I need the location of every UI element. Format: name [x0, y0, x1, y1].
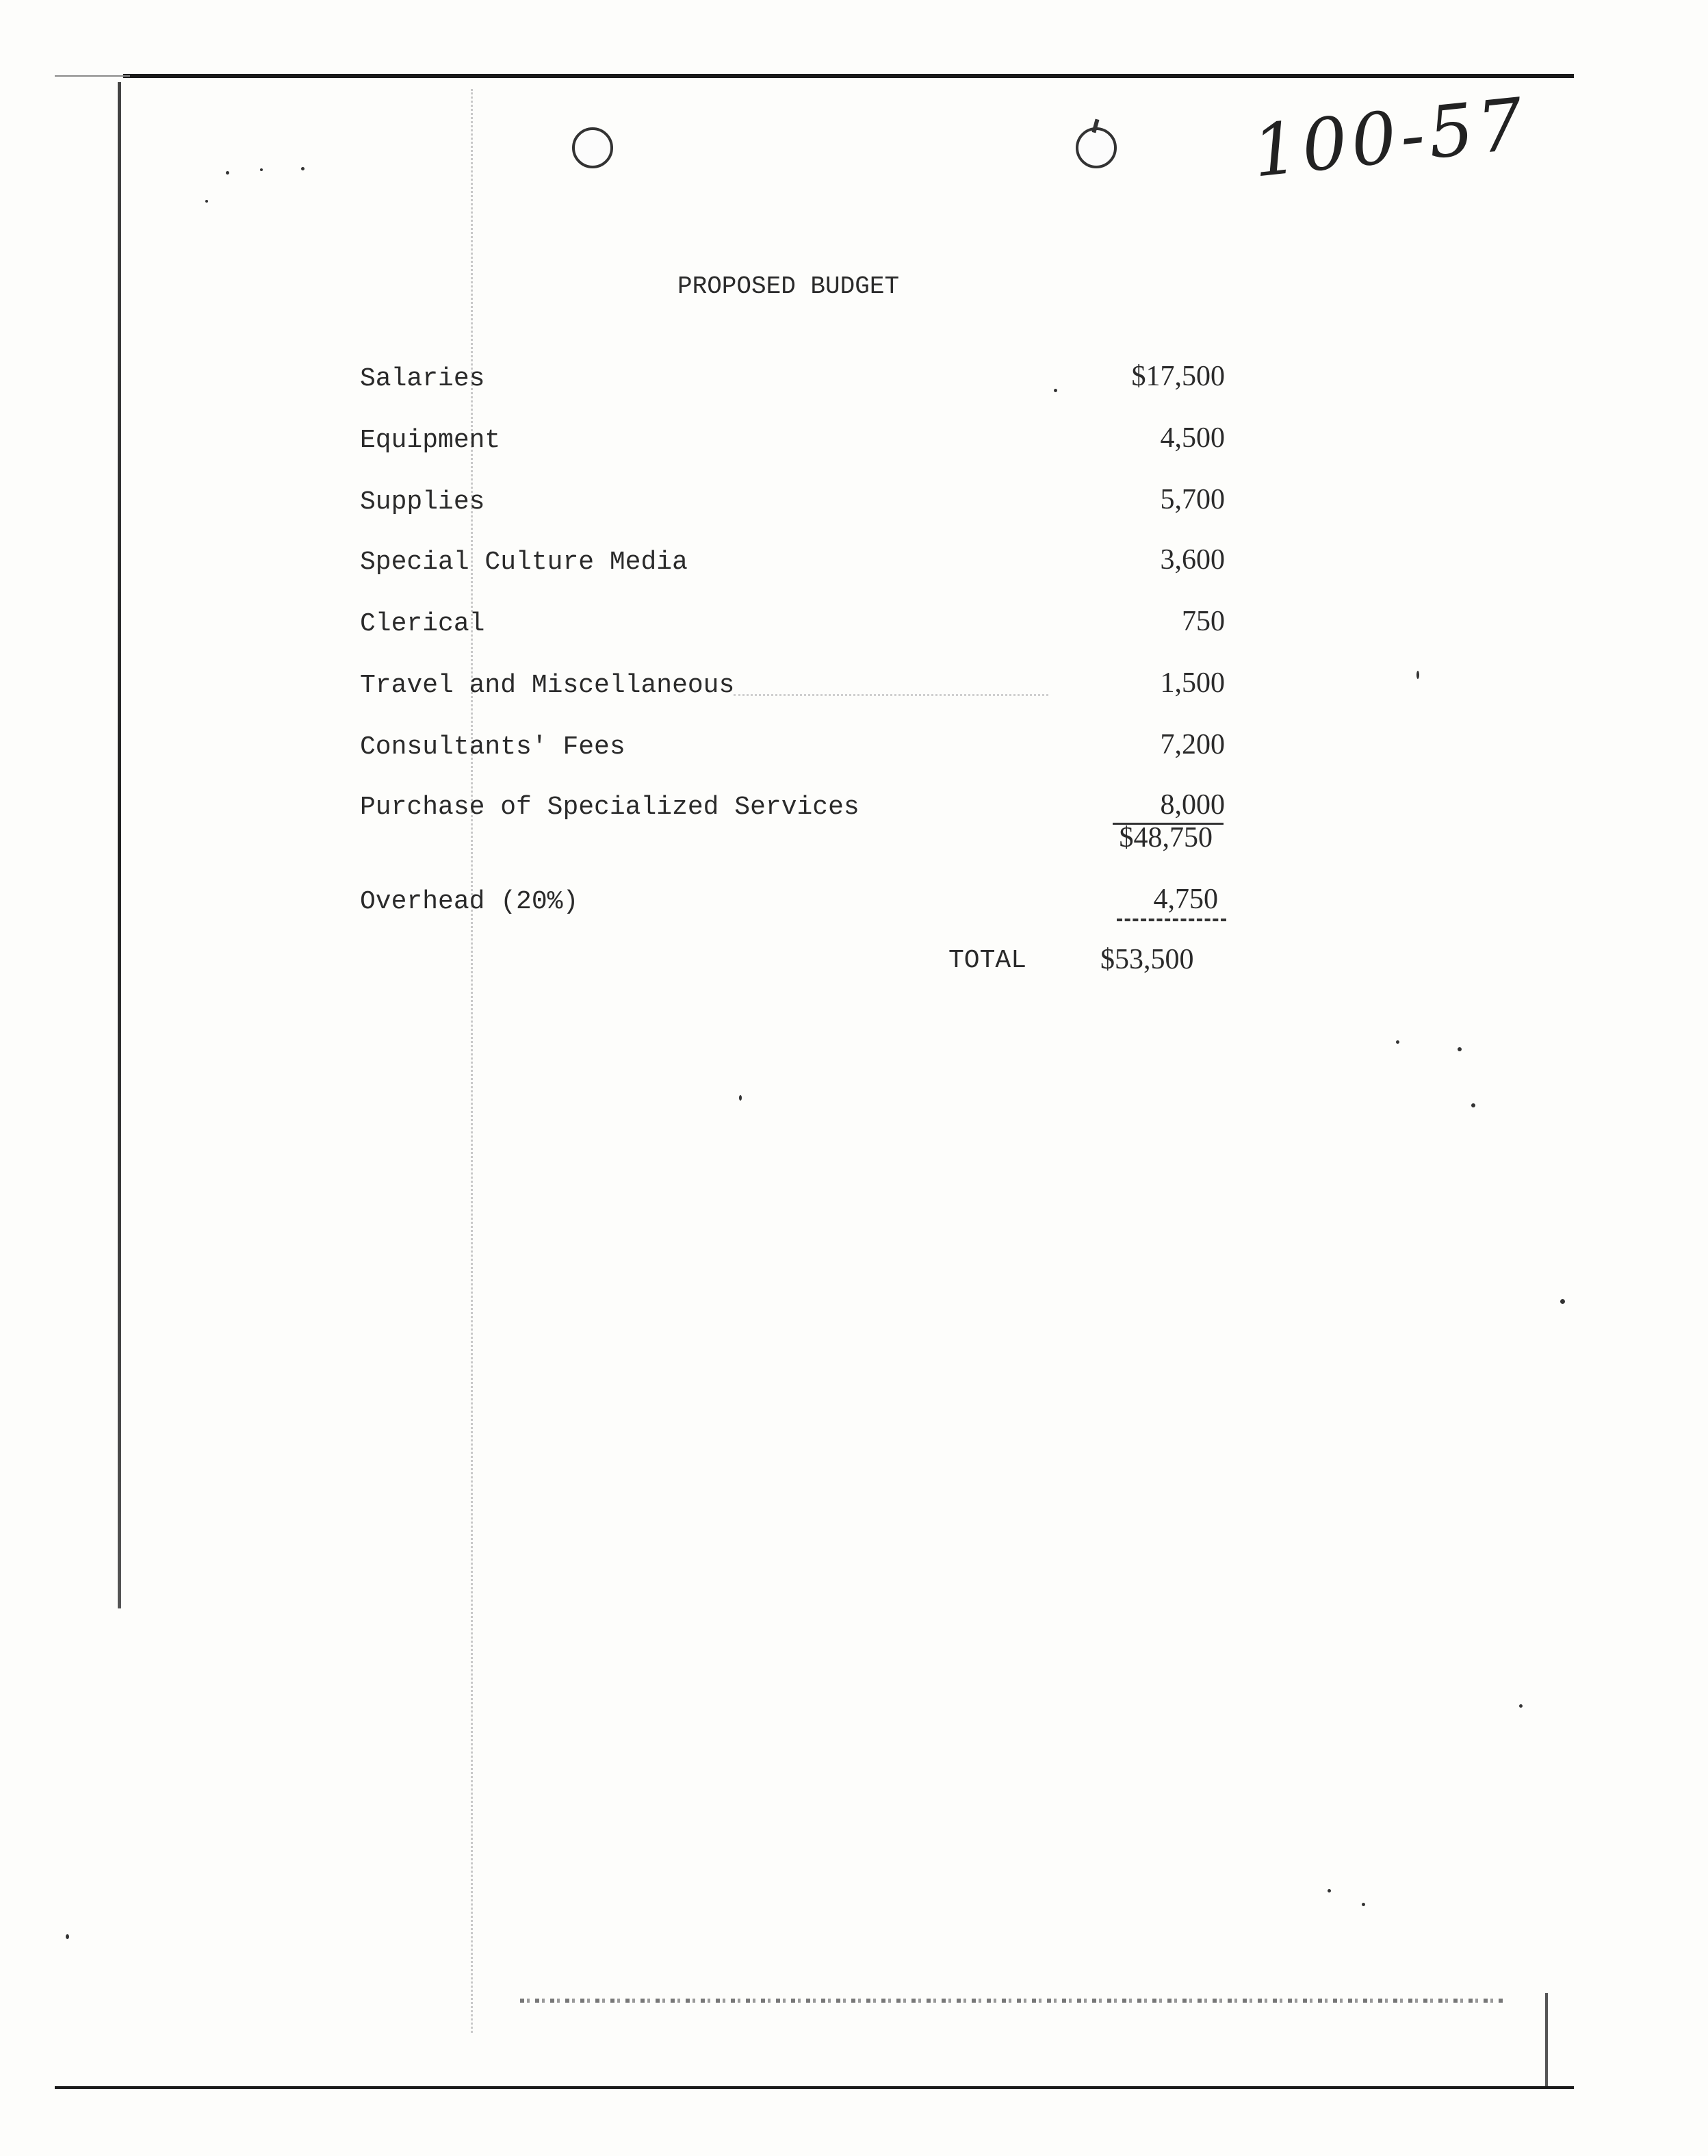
scan-speck — [1328, 1889, 1331, 1892]
scan-speck — [1362, 1903, 1365, 1906]
budget-item-amount: 5,700 — [1160, 484, 1225, 515]
total-label: TOTAL — [948, 946, 1027, 975]
budget-item-label: Special Culture Media — [360, 548, 688, 577]
scan-left-edge — [118, 82, 121, 1608]
budget-item-label: Supplies — [360, 487, 485, 517]
budget-item-label: Clerical — [360, 609, 485, 639]
page-title: PROPOSED BUDGET — [677, 272, 900, 300]
dotted-leader-line — [734, 694, 1048, 696]
total-rule — [1117, 919, 1226, 921]
punch-hole-right — [1076, 127, 1117, 168]
scan-speck — [301, 167, 305, 170]
total-amount: $53,500 — [1100, 944, 1194, 975]
budget-item-amount: 750 — [1182, 606, 1225, 637]
subtotal-amount: $48,750 — [1119, 822, 1213, 854]
scan-speck — [226, 171, 229, 175]
scan-top-edge — [123, 74, 1574, 78]
budget-item-amount: 8,000 — [1160, 789, 1225, 821]
scan-speck — [1519, 1704, 1523, 1708]
budget-item-amount: $17,500 — [1131, 361, 1225, 392]
overhead-label: Overhead (20%) — [360, 887, 579, 916]
scan-speck — [739, 1095, 742, 1101]
scan-speck — [1416, 671, 1419, 679]
scan-speck — [260, 168, 263, 171]
scan-top-edge-fade — [55, 75, 130, 77]
budget-item-amount: 1,500 — [1160, 667, 1225, 699]
budget-item-label: Purchase of Specialized Services — [360, 793, 859, 822]
handwritten-page-number: 100-57 — [1248, 81, 1531, 194]
scan-speck — [1471, 1103, 1475, 1107]
scan-speck — [1560, 1299, 1565, 1304]
scan-right-corner — [1545, 1993, 1548, 2086]
budget-item-label: Consultants' Fees — [360, 732, 625, 762]
budget-item-amount: 3,600 — [1160, 544, 1225, 576]
scan-speck — [205, 200, 208, 203]
budget-item-amount: 4,500 — [1160, 422, 1225, 454]
budget-item-amount: 7,200 — [1160, 729, 1225, 760]
scan-speck — [66, 1934, 69, 1939]
scan-bottom-edge — [55, 2086, 1574, 2089]
punch-hole-left — [572, 127, 613, 168]
scan-speck — [1396, 1040, 1399, 1044]
scan-speck — [1054, 389, 1057, 392]
scan-speck — [1458, 1047, 1462, 1051]
budget-item-label: Travel and Miscellaneous — [360, 671, 735, 700]
budget-item-label: Salaries — [360, 364, 485, 394]
budget-item-label: Equipment — [360, 426, 501, 455]
scan-bottom-noise — [520, 1999, 1505, 2003]
overhead-amount: 4,750 — [1153, 884, 1218, 915]
